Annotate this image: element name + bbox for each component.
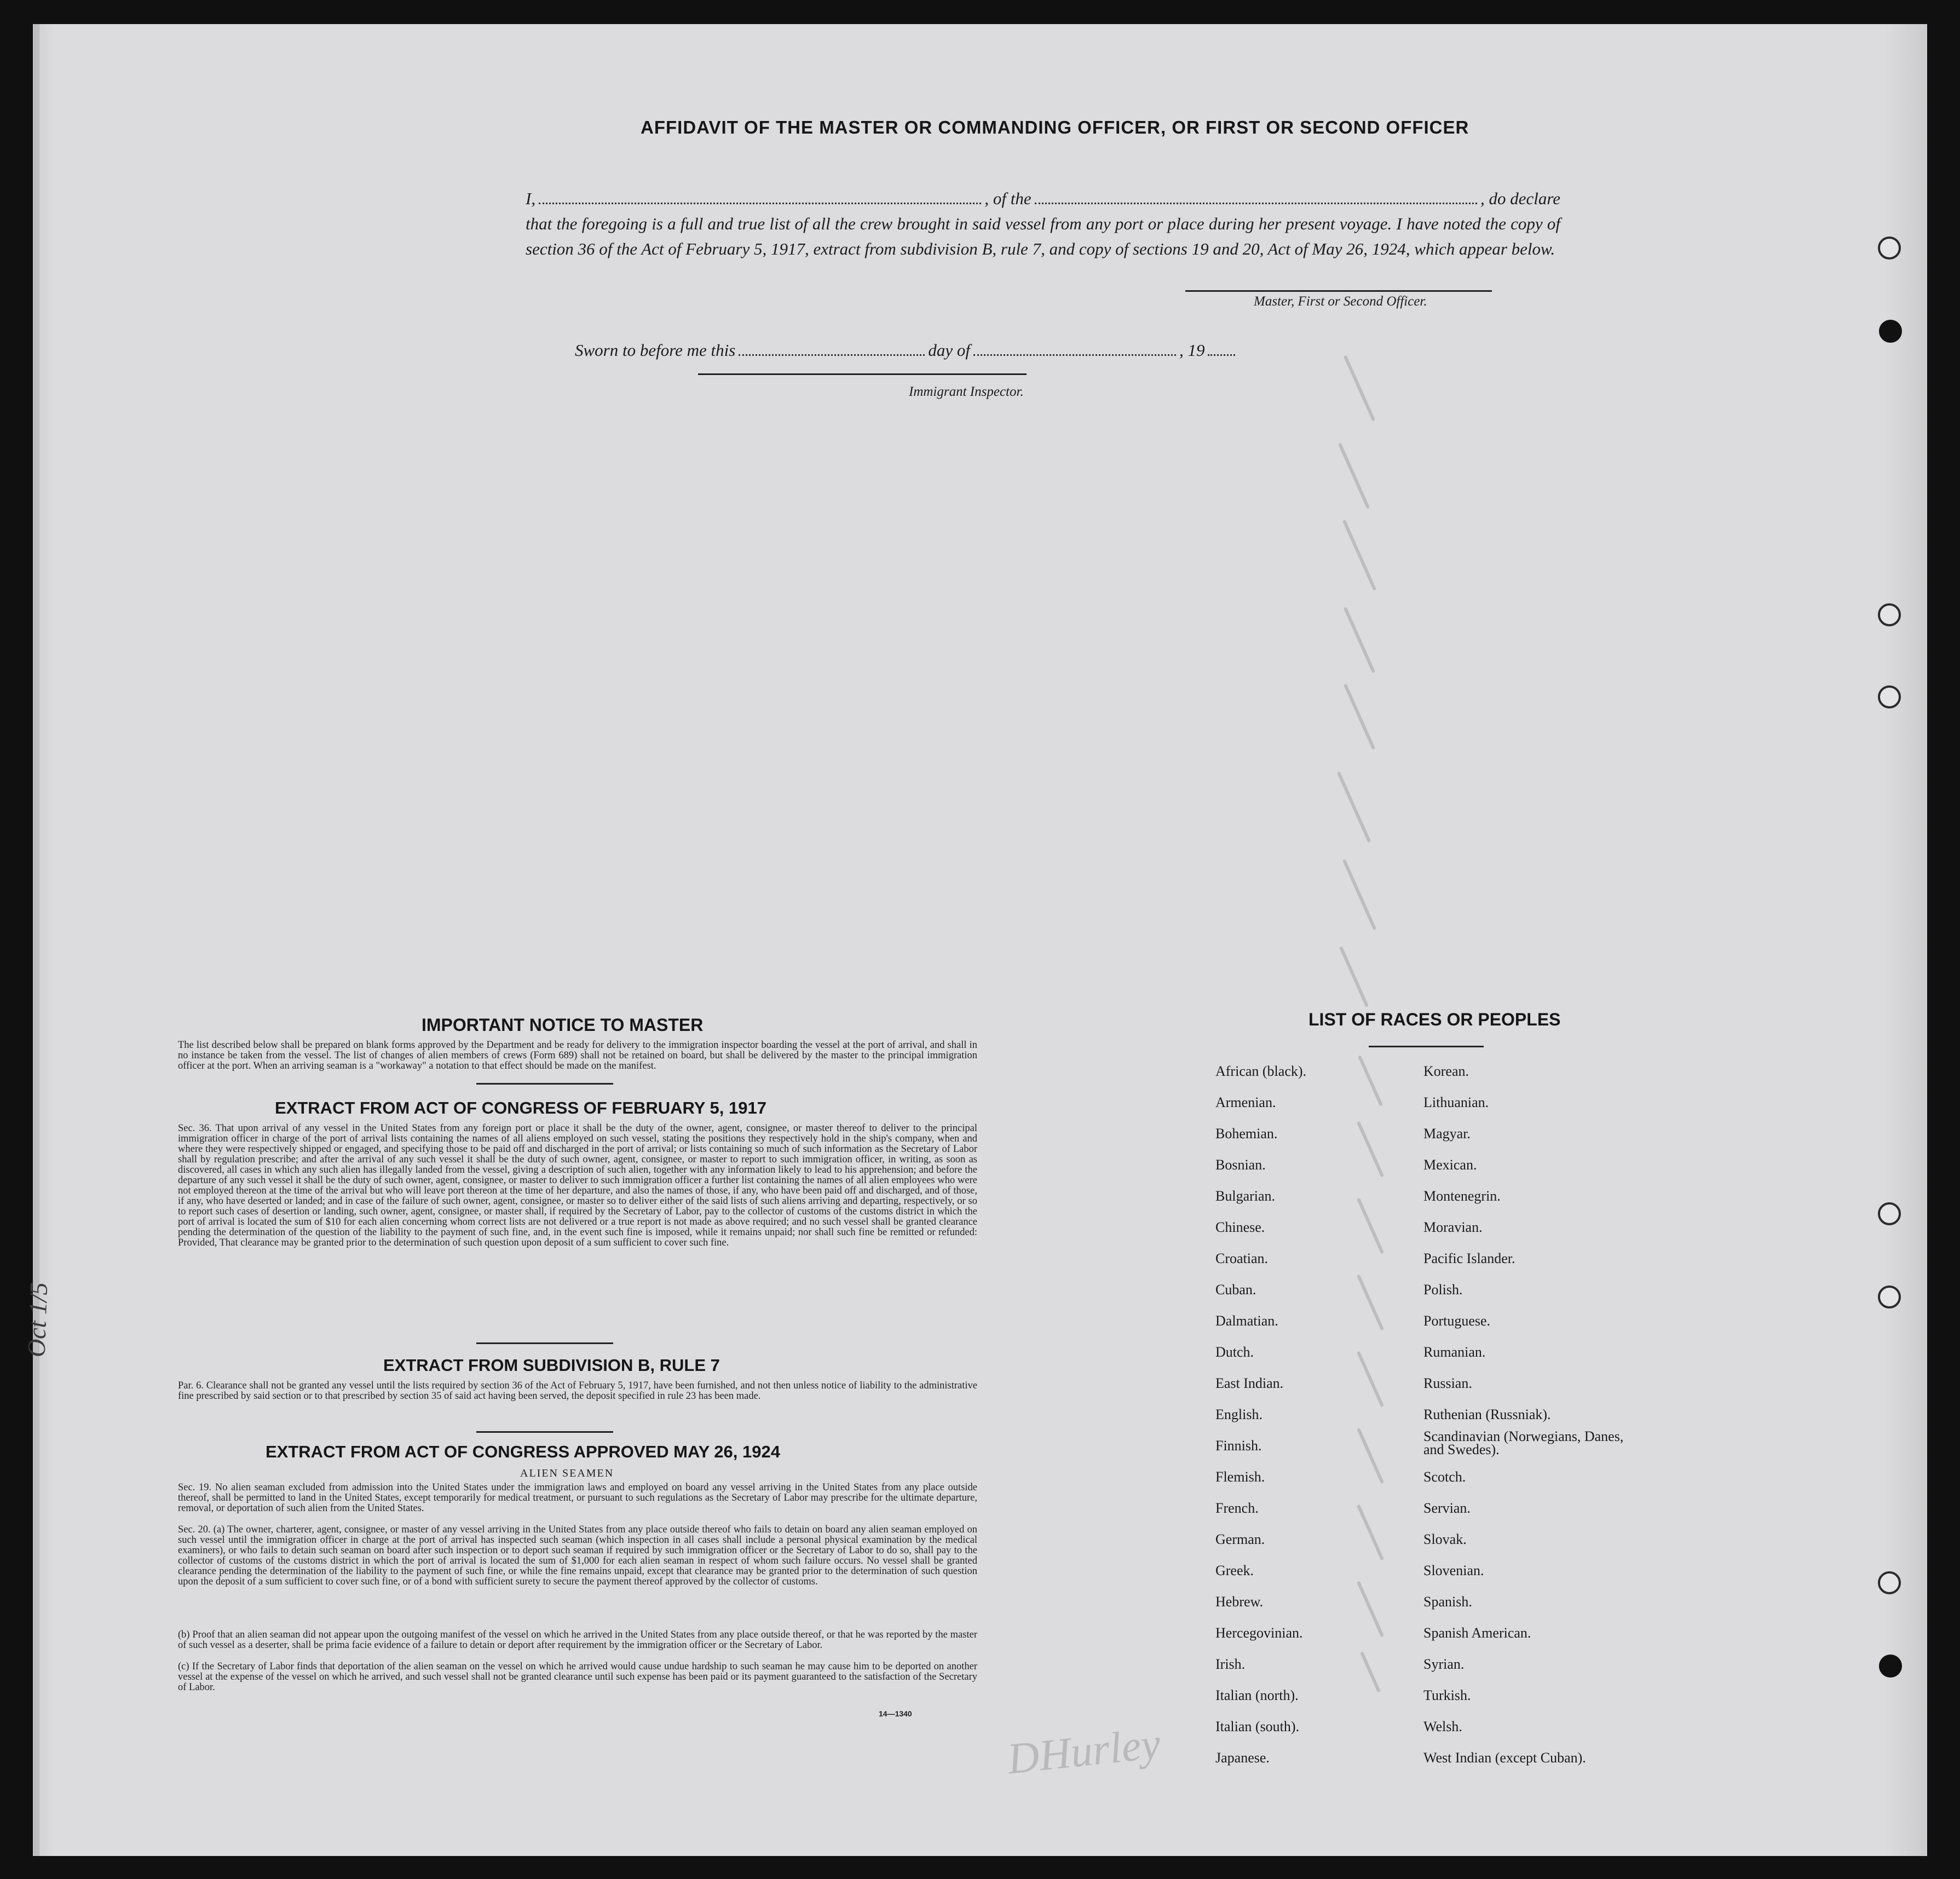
- race-item-left: Croatian.: [1215, 1250, 1269, 1266]
- race-item-left: Greek.: [1215, 1563, 1254, 1578]
- race-item-right: West Indian (except Cuban).: [1423, 1750, 1586, 1766]
- race-item-left: Flemish.: [1215, 1469, 1265, 1485]
- binder-hole: [1878, 685, 1901, 708]
- section-divider: [476, 1431, 613, 1433]
- handwritten-signature: DHurley: [1005, 1719, 1163, 1784]
- race-item-right: Polish.: [1423, 1282, 1463, 1298]
- race-item-left: African (black).: [1215, 1063, 1307, 1079]
- race-item-right: Russian.: [1423, 1375, 1472, 1391]
- race-item-right: Slovenian.: [1423, 1563, 1484, 1578]
- race-item-left: Irish.: [1215, 1656, 1246, 1672]
- affidavit-title: AFFIDAVIT OF THE MASTER OR COMMANDING OFFICER, OR FIRST OR SECOND OFFICER: [641, 117, 1469, 137]
- race-item-left: Hercegovinian.: [1215, 1625, 1303, 1641]
- master-signature-caption: Master, First or Second Officer.: [1254, 294, 1427, 309]
- race-item-right: Rumanian.: [1423, 1344, 1486, 1360]
- affidavit-body: [526, 186, 1560, 262]
- master-signature-line: [1185, 290, 1492, 292]
- race-item-right: Mexican.: [1423, 1157, 1477, 1173]
- inspector-signature-line: [698, 373, 1027, 375]
- race-item-left: Bulgarian.: [1215, 1188, 1276, 1204]
- binder-hole: [1878, 237, 1901, 260]
- affidavit-of-the-label: , of the: [984, 189, 1031, 208]
- notice-body: The list described below shall be prepared on blank forms approved by the Department and be ready for delivery to the immigration inspector boarding the vessel at the port of arrival, and shall in no instance be taken from the vessel. The list of changes of alien members of crews (Form 689) shall not be retained on board, but shall be delivered by the master to the principal immigration officer at the port. When an arriving seaman is a "workaway" a notation to that effect should be made on the manifest.: [178, 1040, 977, 1071]
- form-number: 14—1340: [879, 1709, 912, 1718]
- binder-hole: [1879, 1655, 1902, 1678]
- bleed-through-text: [416, 90, 443, 125]
- race-item-right: Ruthenian (Russniak).: [1423, 1407, 1551, 1422]
- race-item-right: Syrian.: [1423, 1656, 1465, 1672]
- race-item-left: Bohemian.: [1215, 1126, 1278, 1142]
- race-item-right: Spanish American.: [1423, 1625, 1531, 1641]
- race-item-left: Bosnian.: [1215, 1157, 1266, 1173]
- sworn-prefix: Sworn to before me this: [575, 341, 736, 360]
- binder-hole: [1878, 603, 1901, 626]
- race-item-right: Magyar.: [1423, 1126, 1471, 1142]
- race-item-right: Moravian.: [1423, 1219, 1483, 1235]
- extract-rule7-title: EXTRACT FROM SUBDIVISION B, RULE 7: [383, 1356, 720, 1375]
- race-item-left: Dalmatian.: [1215, 1313, 1278, 1329]
- extract-1924-sec20c: (c) If the Secretary of Labor finds that deportation of the alien seaman on the vessel on which he arrived would cause undue hardship to such seaman he may cause him to be deported on another vessel at the expense of the vessel on which he arrived, and such vessel shall not be granted clearance until such expense has been paid or its payment guaranteed to the satisfaction of the Secretary of Labor.: [178, 1661, 977, 1693]
- extract-1924-sec20a: Sec. 20. (a) The owner, charterer, agent, consignee, or master of any vessel arriving in the United States from any place outside thereof who fails to detain on board any alien seaman employed on such vessel until the immigration officer in charge at the port of arrival has inspected such seaman (which inspection in all cases shall include a personal physical examination by the medical examiners), or who fails to detain such seaman on board after such inspection or to deport such seaman if required by such immigration officer or the Secretary of Labor to do so, shall pay to the collector of customs of the customs district in which the port of arrival is located the sum of $1,000 for each alien seaman in respect of whom such failure occurs. No vessel shall be granted clearance pending the determination of the liability to the payment of such fine, or while the fine remains unpaid, except that clearance may be granted prior to the determination of such question upon the deposit of a sum sufficient to cover such fine, or of a bond with sufficient surety to secure the payment thereof approved by the collector of customs.: [178, 1524, 977, 1587]
- race-item-right: Welsh.: [1423, 1719, 1462, 1734]
- race-item-left: Dutch.: [1215, 1344, 1254, 1360]
- race-item-right: Portuguese.: [1423, 1313, 1491, 1329]
- race-item-left: English.: [1215, 1407, 1263, 1422]
- affidavit-declare-label: , do declare: [1480, 189, 1561, 208]
- race-item-right: Pacific Islander.: [1423, 1250, 1515, 1266]
- race-item-right: Montenegrin.: [1423, 1188, 1501, 1204]
- name-blank: [539, 191, 981, 204]
- race-item-left: East Indian.: [1215, 1375, 1284, 1391]
- race-item-left: Armenian.: [1215, 1094, 1276, 1110]
- vessel-blank: [1035, 191, 1477, 204]
- race-item-left: Hebrew.: [1215, 1594, 1264, 1610]
- section-divider: [476, 1083, 613, 1085]
- extract-1924-sec20b: (b) Proof that an alien seaman did not appear upon the outgoing manifest of the vessel on which he arrived in the United States from any place outside thereof, or that he was reported by the master of such vessel as a deserter, shall be prima facie evidence of a failure to detain or deport after requirement by the immigration officer or the Secretary of Labor.: [178, 1629, 977, 1651]
- extract-1924-sec19: Sec. 19. No alien seaman excluded from admission into the United States under the immigration laws and employed on board any vessel arriving in the United States from any place outside thereof, shall be permitted to land in the United States, except temporarily for medical treatment, or pursuant to such regulations as the Secretary of Labor may prescribe for the ultimate departure, removal, or deportation of such alien from the United States.: [178, 1482, 977, 1514]
- race-item-right: Servian.: [1423, 1500, 1471, 1516]
- affidavit-i-label: I,: [526, 189, 536, 208]
- binder-hole: [1878, 1571, 1901, 1594]
- affidavit-declaration-line: [526, 186, 1560, 211]
- race-item-right: Scotch.: [1423, 1469, 1466, 1485]
- extract-1924-subtitle: ALIEN SEAMEN: [520, 1467, 614, 1479]
- page-edge: [33, 24, 39, 1856]
- extract-1924-title: EXTRACT FROM ACT OF CONGRESS APPROVED MAY 26, 1924: [266, 1442, 780, 1461]
- month-blank: [973, 343, 1176, 356]
- year-prefix: , 19: [1179, 341, 1205, 360]
- sworn-line: [575, 341, 1298, 360]
- year-blank: [1208, 343, 1235, 356]
- race-item-right: Lithuanian.: [1423, 1094, 1489, 1110]
- race-item-left: Italian (north).: [1215, 1687, 1299, 1703]
- races-title: LIST OF RACES OR PEOPLES: [1308, 1010, 1561, 1029]
- document-page: [22, 24, 1927, 1856]
- race-item-right: Slovak.: [1423, 1531, 1467, 1547]
- day-of-label: day of: [928, 341, 970, 360]
- extract-1917-title: EXTRACT FROM ACT OF CONGRESS OF FEBRUARY 5, 1917: [275, 1098, 766, 1117]
- race-item-left: German.: [1215, 1531, 1265, 1547]
- binder-hole: [1878, 1202, 1901, 1225]
- race-item-right: Turkish.: [1423, 1687, 1471, 1703]
- binder-hole: [1879, 320, 1902, 343]
- day-blank: [739, 343, 925, 356]
- inspector-signature-caption: Immigrant Inspector.: [909, 384, 1024, 399]
- race-item-right: Korean.: [1423, 1063, 1469, 1079]
- race-item-left: Finnish.: [1215, 1438, 1262, 1454]
- section-divider: [476, 1342, 613, 1344]
- affidavit-statement: that the foregoing is a full and true list of all the crew brought in said vessel from any port or place during her present voyage. I have noted the copy of section 36 of the Act of February 5, 1917, extract from subdivision B, rule 7, and copy of sections 19 and 20, Act of May 26, 1924, which appear below.: [526, 214, 1560, 258]
- extract-rule7-body: Par. 6. Clearance shall not be granted any vessel until the lists required by section 36 of the Act of February 5, 1917, have been furnished, and not then unless notice of liability to the administrative fine prescribed by said section or to that prescribed by section 35 of said act having been served, the deposit specified in rule 23 has been made.: [178, 1380, 977, 1402]
- race-item-left: Italian (south).: [1215, 1719, 1300, 1734]
- race-item-left: Cuban.: [1215, 1282, 1256, 1298]
- binder-hole: [1878, 1286, 1901, 1309]
- notice-title: IMPORTANT NOTICE TO MASTER: [422, 1015, 704, 1035]
- handwritten-margin-note: Oct 1/5: [22, 1282, 53, 1358]
- race-item-left: Japanese.: [1215, 1750, 1270, 1766]
- race-item-right: Scandinavian (Norwegians, Danes, and Swedes).: [1423, 1428, 1624, 1457]
- extract-1917-body: Sec. 36. That upon arrival of any vessel in the United States from any foreign port or place it shall be the duty of the owner, agent, consignee, or master thereof to deliver to the principal immigration officer in charge of the port of arrival lists containing the names of all aliens employed on such vessel, stating the positions they respectively hold in the ship's company, when and where they were respectively shipped or engaged, and specifying those to be paid off and discharged in the port of arrival; or lists containing so much of such information as the Secretary of Labor shall by regulation prescribe; and after the arrival of any such vessel it shall be the duty of such owner, agent, consignee, or master to report to such immigration officer, in writing, as soon as discovered, all cases in which any such alien has illegally landed from the vessel, giving a description of such alien, together with any information likely to lead to his apprehension; and before the departure of any such vessel it shall be the duty of such owner, agent, consignee, or master to deliver to such immigration officer a further list containing the names of all alien employees who were not employed thereon at the time of the arrival but who will leave port thereon at the time of her departure, and also the names of those, if any, who have been paid off and discharged, and of those, if any, who have deserted or landed; and in case of the failure of such owner, agent, consignee, or master so to deliver either of the said lists of such aliens arriving and departing, respectively, or so to report such cases of desertion or landing, such owner, agent, consignee, or master shall, if required by the Secretary of Labor, pay to the collector of customs of the customs district in which the port of arrival is located the sum of $10 for each alien concerning whom correct lists are not delivered or a true report is not made as above required; and no such vessel shall be granted clearance pending the determination of the question of the liability to the payment of such fine, and, in the event such fine is imposed, while it remains unpaid; nor shall such fine be remitted or refunded: Provided, That clearance may be granted prior to the determination of such question upon deposit of a sum sufficient to cover such fine.: [178, 1123, 977, 1248]
- race-item-left: Chinese.: [1215, 1219, 1265, 1235]
- races-title-underline: [1369, 1046, 1484, 1047]
- race-item-left: French.: [1215, 1500, 1259, 1516]
- race-item-right: Spanish.: [1423, 1594, 1472, 1610]
